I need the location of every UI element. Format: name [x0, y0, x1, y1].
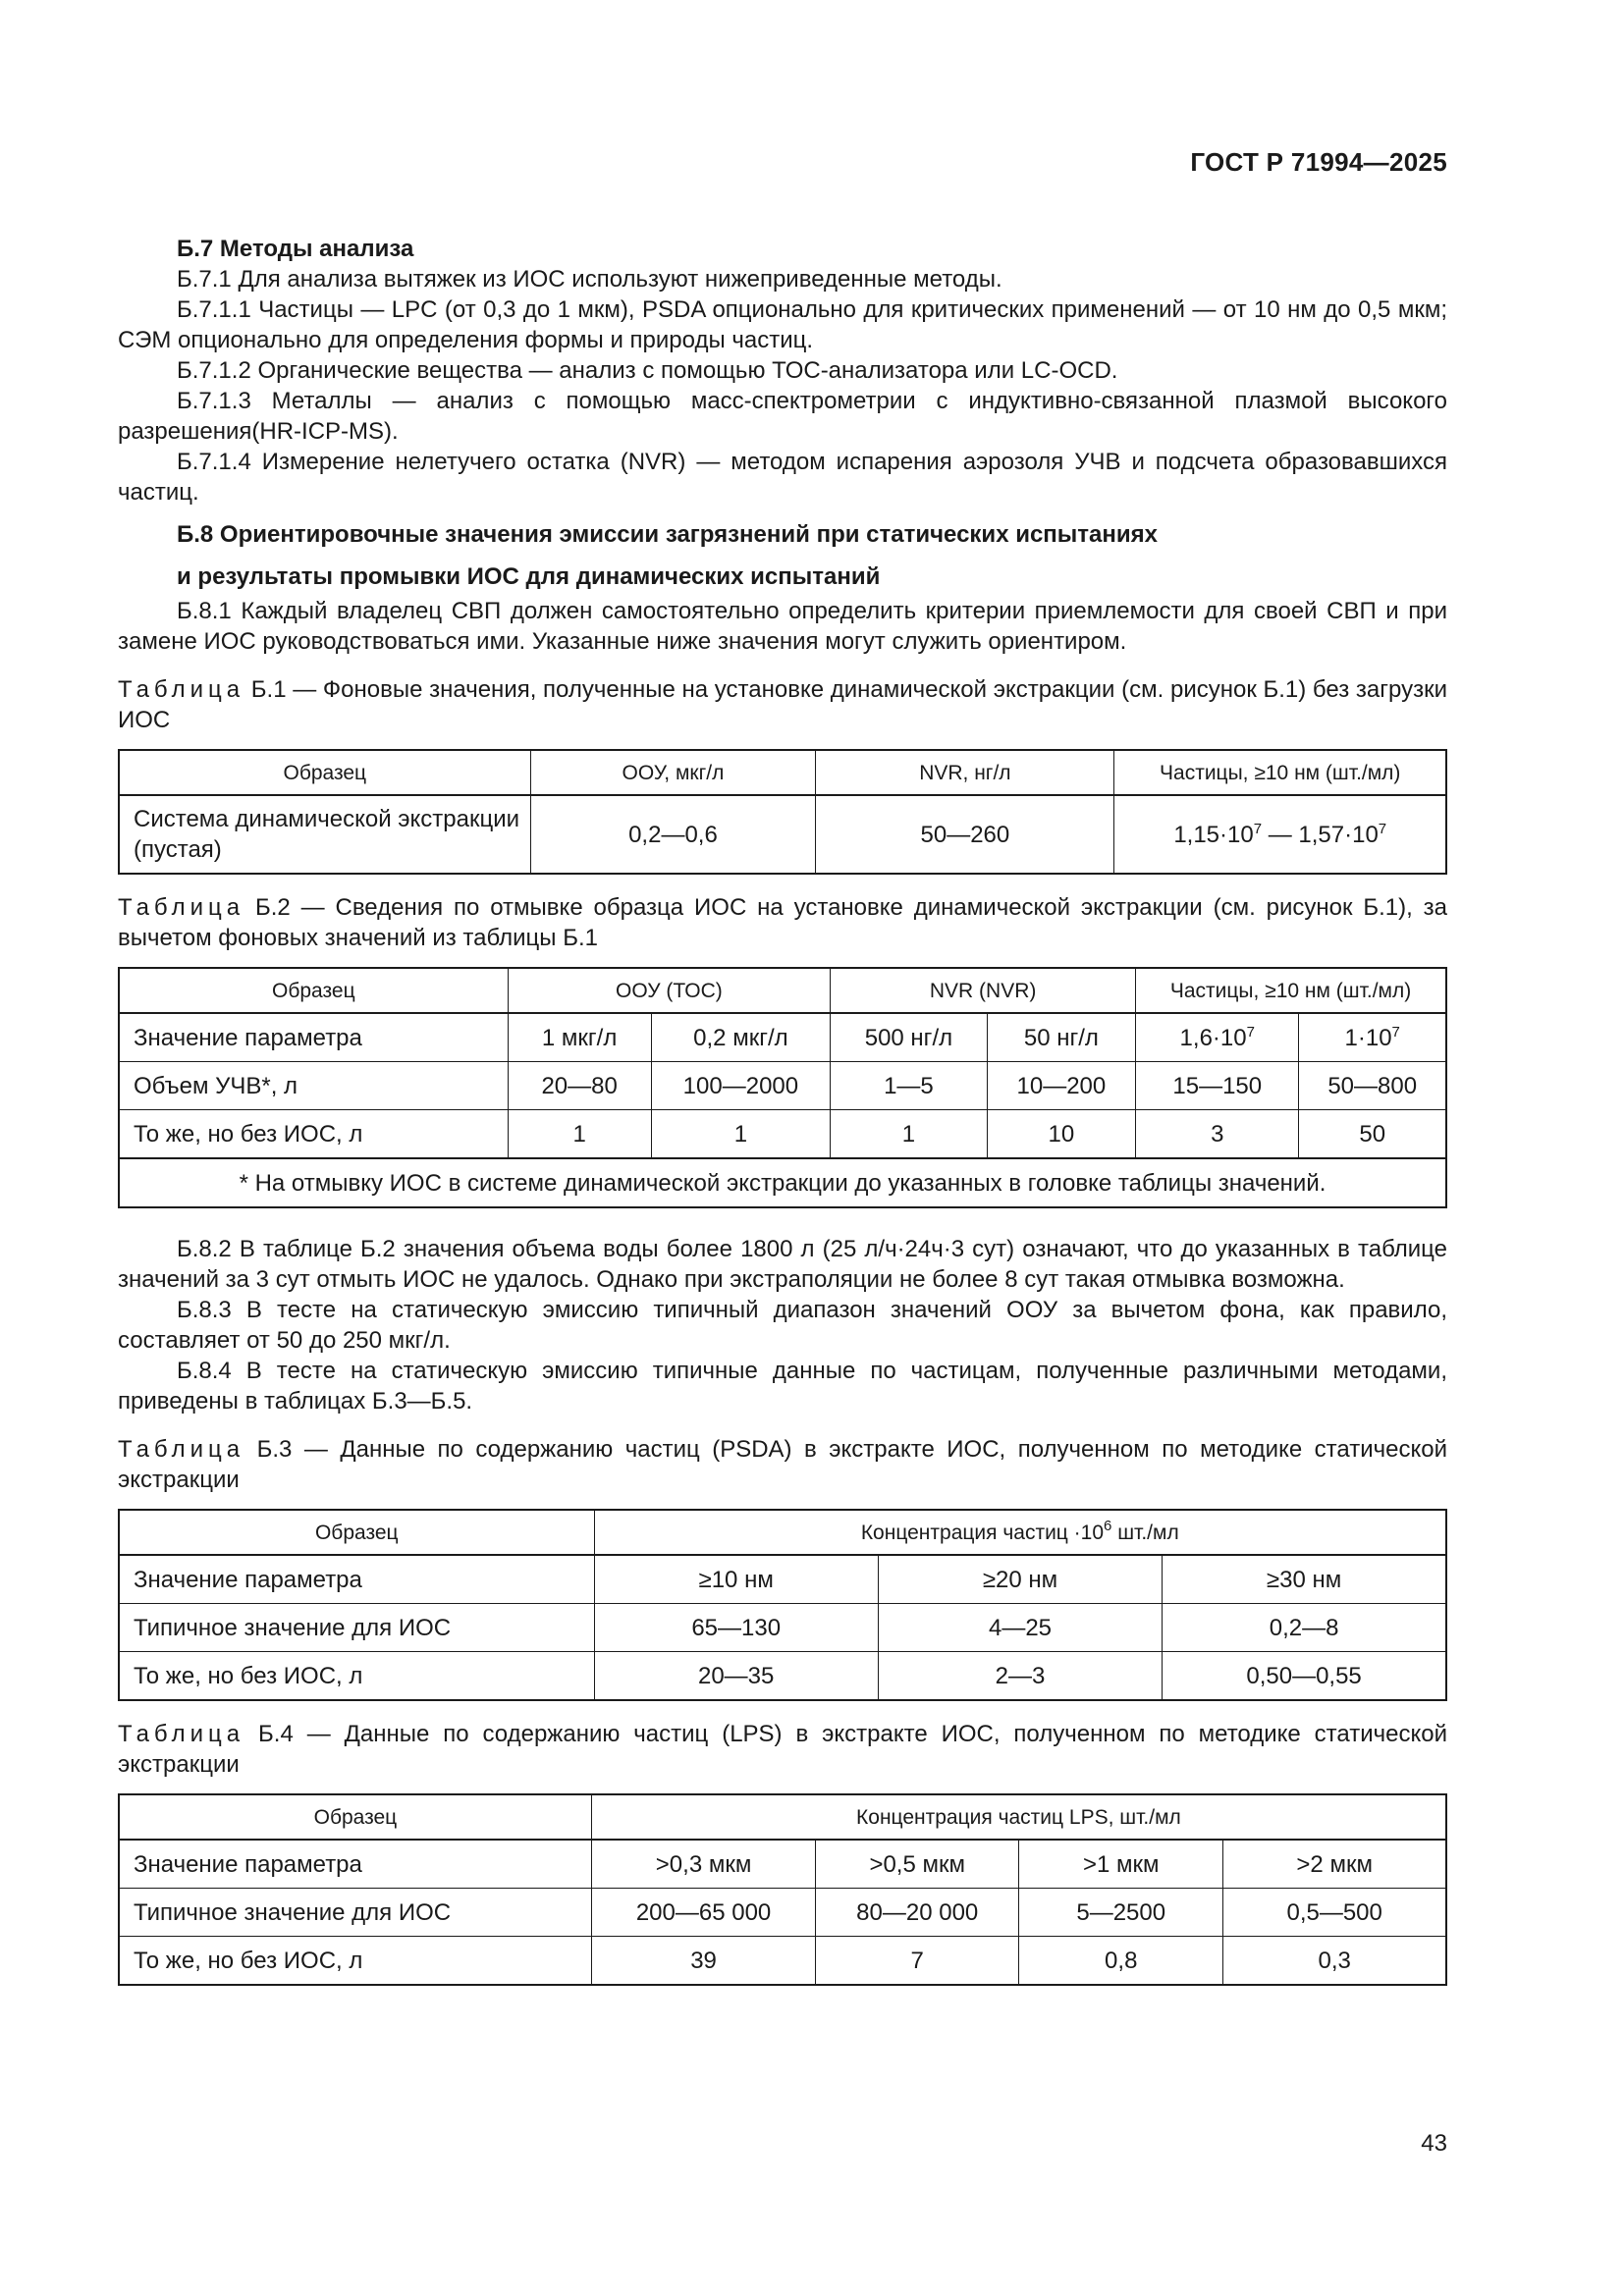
table-cell: 0,3 [1223, 1937, 1446, 1986]
table-row [119, 1013, 1446, 1062]
table-cell: 200—65 000 [591, 1889, 815, 1937]
table-row-label: Значение параметра [119, 1555, 594, 1604]
table-b2-caption-text: Б.2 — Сведения по отмывке образца ИОС на установке динамической экстракции (см. рисунок Б.1), за вычетом фоновых значений из таблицы Б.1 [118, 894, 1447, 951]
table-row [119, 1652, 1446, 1701]
table-b2-header-particles: Частицы, ≥10 нм (шт./мл) [1136, 968, 1446, 1013]
table-b1-header-nvr: NVR, нг/л [816, 750, 1114, 795]
table-cell: ≥30 нм [1163, 1555, 1446, 1604]
table-cell: 50 нг/л [987, 1013, 1135, 1062]
table-cell: 4—25 [878, 1604, 1162, 1652]
table-row [119, 1555, 1446, 1604]
table-cell: ≥10 нм [594, 1555, 878, 1604]
cell-exp: 7 [1391, 1023, 1400, 1041]
table-cell: >2 мкм [1223, 1840, 1446, 1889]
table-b4-header-sample: Образец [119, 1794, 591, 1840]
table-cell: 0,5—500 [1223, 1889, 1446, 1937]
table-cell: 50 [1299, 1110, 1446, 1159]
cell-exp: 7 [1246, 1023, 1255, 1041]
table-row-label: Значение параметра [119, 1840, 591, 1889]
concentration-label: Концентрация частиц ·10 [860, 1521, 1105, 1544]
cell-value: 1,6·10 [1179, 1024, 1247, 1051]
table-b2-r3-label: То же, но без ИОС, л [119, 1110, 508, 1159]
table-row [119, 1110, 1446, 1159]
table-row [119, 1062, 1446, 1110]
table-cell: 7 [816, 1937, 1019, 1986]
table-b2-caption [118, 892, 1447, 953]
paragraph-b7-1-1: Б.7.1.1 Частицы — LPC (от 0,3 до 1 мкм), PSDA опционально для критических применений — от 10 нм до 0,5 мкм; СЭМ опционально для определения формы и природы частиц. [118, 296, 1447, 353]
table-b3 [118, 1509, 1447, 1701]
table-cell: ≥20 нм [878, 1555, 1162, 1604]
table-cell: 1—5 [831, 1062, 988, 1110]
table-row [119, 1840, 1446, 1889]
table-row-label: То же, но без ИОС, л [119, 1937, 591, 1986]
table-b2-footnote-row [119, 1158, 1446, 1207]
table-b2-header-sample: Образец [119, 968, 508, 1013]
table-b3-header-sample: Образец [119, 1510, 594, 1555]
page-content [118, 224, 1447, 2002]
table-b4 [118, 1793, 1447, 1986]
table-word: Таблица [118, 894, 245, 921]
table-row [119, 1889, 1446, 1937]
table-b2-r2-label: Объем УЧВ*, л [119, 1062, 508, 1110]
table-b2-footnote: * На отмывку ИОС в системе динамической экстракции до указанных в головке таблицы значений. [119, 1158, 1446, 1207]
table-cell: 0,2—8 [1163, 1604, 1446, 1652]
table-word: Таблица [118, 676, 245, 703]
table-cell: 1 [831, 1110, 988, 1159]
table-b1-cell-particles [1114, 795, 1446, 874]
table-cell: 1 мкг/л [508, 1013, 651, 1062]
table-b3-header-row [119, 1510, 1446, 1555]
section-b8-title-line1: Б.8 Ориентировочные значения эмиссии загрязнений при статических испытаниях [177, 521, 1158, 548]
table-row-label: То же, но без ИОС, л [119, 1652, 594, 1701]
table-b3-caption [118, 1434, 1447, 1495]
table-b2-header-row [119, 968, 1446, 1013]
table-cell: 2—3 [878, 1652, 1162, 1701]
table-b1-header-sample: Образец [119, 750, 530, 795]
table-b3-caption-text: Б.3 — Данные по содержанию частиц (PSDA) в экстракте ИОС, полученном по методике статической экстракции [118, 1436, 1447, 1493]
table-b1-cell-nvr: 50—260 [816, 795, 1114, 874]
particles-low: 1,15·10 [1173, 821, 1254, 848]
paragraph-b7-1-4: Б.7.1.4 Измерение нелетучего остатка (NVR) — методом испарения аэрозоля УЧВ и подсчета образовавшихся частиц. [118, 449, 1447, 506]
table-cell: 15—150 [1136, 1062, 1299, 1110]
standard-header: ГОСТ Р 71994—2025 [1190, 147, 1447, 177]
table-b1-cell-toc: 0,2—0,6 [530, 795, 816, 874]
table-b1-row-label: Система динамической экстракции (пустая) [119, 795, 530, 874]
table-row-label: Типичное значение для ИОС [119, 1604, 594, 1652]
table-cell: 10 [987, 1110, 1135, 1159]
table-b4-caption [118, 1719, 1447, 1780]
table-cell: 50—800 [1299, 1062, 1446, 1110]
table-cell: 39 [591, 1937, 815, 1986]
table-cell: 100—2000 [651, 1062, 831, 1110]
paragraph-b7-1: Б.7.1 Для анализа вытяжек из ИОС используют нижеприведенные методы. [177, 266, 1002, 293]
table-cell: 20—80 [508, 1062, 651, 1110]
page-number: 43 [1421, 2130, 1447, 2157]
table-row [119, 1604, 1446, 1652]
table-cell: 80—20 000 [816, 1889, 1019, 1937]
section-b7-title: Б.7 Методы анализа [177, 236, 414, 262]
table-cell: 3 [1136, 1110, 1299, 1159]
table-cell [1136, 1013, 1299, 1062]
table-cell: >0,5 мкм [816, 1840, 1019, 1889]
table-b1-caption-text: Б.1 — Фоновые значения, полученные на установке динамической экстракции (см. рисунок Б.1) без загрузки ИОС [118, 676, 1448, 733]
table-cell [1299, 1013, 1446, 1062]
particles-low-exp: 7 [1253, 820, 1263, 837]
table-cell: 1 [508, 1110, 651, 1159]
table-word: Таблица [118, 1721, 245, 1747]
table-row [119, 795, 1446, 874]
particles-high-exp: 7 [1378, 820, 1387, 837]
paragraph-b8-1: Б.8.1 Каждый владелец СВП должен самостоятельно определить критерии приемлемости для своей СВП и при замене ИОС руководствоваться ими. Указанные ниже значения могут служить ориентиром. [118, 598, 1447, 655]
table-cell: 0,8 [1019, 1937, 1223, 1986]
table-cell: 65—130 [594, 1604, 878, 1652]
table-b4-header-row [119, 1794, 1446, 1840]
paragraph-b7-1-3: Б.7.1.3 Металлы — анализ с помощью масс-спектрометрии с индуктивно-связанной плазмой высокого разрешения(HR-ICP-MS). [118, 388, 1447, 445]
table-cell: 0,2 мкг/л [651, 1013, 831, 1062]
table-cell: >0,3 мкм [591, 1840, 815, 1889]
table-b1-header-toc: ООУ, мкг/л [530, 750, 816, 795]
table-b4-caption-text: Б.4 — Данные по содержанию частиц (LPS) в экстракте ИОС, полученном по методике статической экстракции [118, 1721, 1447, 1778]
concentration-exp: 6 [1104, 1517, 1112, 1534]
table-b1 [118, 749, 1447, 875]
section-b8-title-line2: и результаты промывки ИОС для динамических испытаний [177, 563, 881, 590]
table-b1-caption [118, 674, 1447, 735]
paragraph-b7-1-2: Б.7.1.2 Органические вещества — анализ с помощью ТОС-анализатора или LC-OCD. [177, 357, 1118, 384]
table-cell: 20—35 [594, 1652, 878, 1701]
table-cell: 500 нг/л [831, 1013, 988, 1062]
table-b3-header-concentration [594, 1510, 1446, 1555]
table-row [119, 1937, 1446, 1986]
table-row-label: Типичное значение для ИОС [119, 1889, 591, 1937]
table-cell: >1 мкм [1019, 1840, 1223, 1889]
table-b2-r1-label: Значение параметра [119, 1013, 508, 1062]
table-cell: 10—200 [987, 1062, 1135, 1110]
table-cell: 0,50—0,55 [1163, 1652, 1446, 1701]
cell-value: 1·10 [1344, 1024, 1392, 1051]
concentration-unit: шт./мл [1111, 1521, 1179, 1544]
table-b2 [118, 967, 1447, 1208]
table-b2-header-toc: ООУ (ТОС) [508, 968, 831, 1013]
table-b1-header-row [119, 750, 1446, 795]
paragraph-b8-4: Б.8.4 В тесте на статическую эмиссию типичные данные по частицам, полученные различными методами, приведены в таблицах Б.3—Б.5. [118, 1358, 1447, 1415]
paragraph-b8-3: Б.8.3 В тесте на статическую эмиссию типичный диапазон значений ООУ за вычетом фона, как правило, составляет от 50 до 250 мкг/л. [118, 1297, 1447, 1354]
table-b4-header-concentration: Концентрация частиц LPS, шт./мл [591, 1794, 1446, 1840]
particles-high: — 1,57·10 [1262, 821, 1379, 848]
table-b1-header-particles: Частицы, ≥10 нм (шт./мл) [1114, 750, 1446, 795]
table-word: Таблица [118, 1436, 245, 1463]
table-cell: 5—2500 [1019, 1889, 1223, 1937]
table-b2-header-nvr: NVR (NVR) [831, 968, 1136, 1013]
table-cell: 1 [651, 1110, 831, 1159]
paragraph-b8-2: Б.8.2 В таблице Б.2 значения объема воды более 1800 л (25 л/ч·24ч·3 сут) означают, что до указанных в таблице значений за 3 сут отмыть ИОС не удалось. Однако при экстраполяции не более 8 сут такая отмывка возможна. [118, 1236, 1447, 1293]
